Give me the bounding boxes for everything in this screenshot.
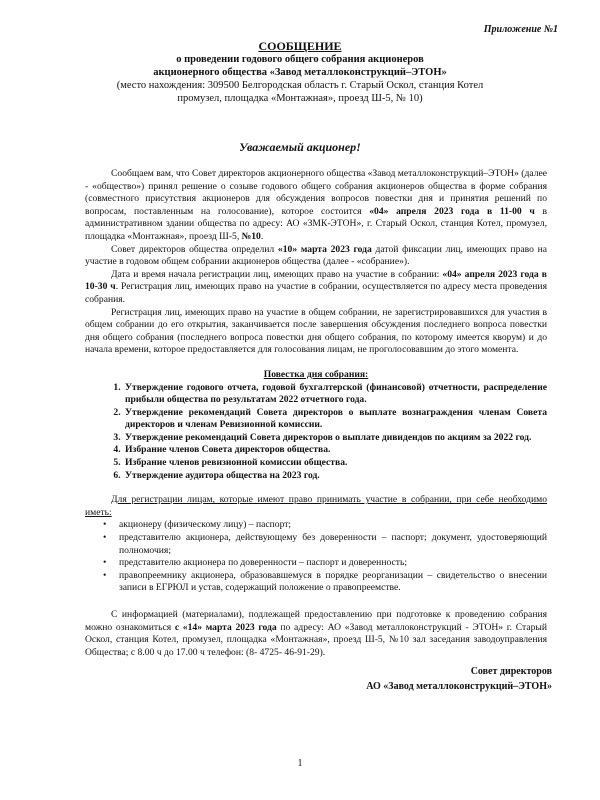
list-item [103,557,547,570]
paragraph-record-date [85,244,547,269]
paragraph-registration-time [85,269,547,307]
signature-line-2: АО «Завод металлоконструкций–ЭТОН» [366,681,552,692]
registration-intro [85,494,547,519]
address-number: №10 [241,230,261,242]
header-line-2: акционерного общества «Завод металлоконструкций–ЭТОН» [153,67,447,78]
text-span: Дата и время начала регистрации лиц, имеющих право на участие в собрании: [111,268,443,280]
materials-date: с «14» марта 2023 года [174,621,277,633]
text-span: Сообщаем вам, что Совет директоров акционерного общества «Завод металлоконструкций–ЭТОН» (далее - «общество») принял решение о созыве годового общего собрания акционеров общества в форме собрания (совместного присутствия акционеров для обсуждения вопросов повестки дня и принятия решений по вопросам, поставленным на голосование), которое состоится [85,168,547,217]
header-line-3: (место нахождения: 309500 Белгородская область г. Старый Оскол, станция Котел [116,80,484,91]
agenda-item: 5. Избрание членов ревизионной комиссии общества. [123,457,547,470]
text-span: Совет директоров общества определил [111,243,278,255]
list-item [103,519,547,532]
document-header [60,40,540,105]
agenda-item: 2. Утверждение рекомендаций Совета директоров о выплате вознаграждения членам Совета директоров и членам Ревизионной комиссии. [123,407,547,432]
registration-intro-text: Для регистрации лицам, которые имеют право принимать участие в собрании, при себе необходимо иметь: [85,494,547,518]
list-item [103,532,547,557]
page-number: 1 [297,758,303,769]
bullet-icon: • [103,519,107,531]
record-date: «10» марта 2023 года [277,243,372,255]
text-span: датой фиксации лиц, имеющих право на участие в годовом общем собрании акционеров общества (далее - «собрание»). [85,243,547,268]
registration-date: «04» апреля 2023 года в 10-30 ч [85,268,547,293]
paragraph-materials-info [85,609,547,659]
registration-documents-list [85,519,547,595]
appendix-label: Приложение №1 [483,24,558,35]
paragraph-registration-rules: Регистрация лиц, имеющих право на участие в общем собрании, не зарегистрировавшихся для участия в общем собрании до его открытия, заканчивается после завершения обсуждения последнего вопроса повестки дня общего собрания (последнего вопроса повестки дня общего собрания, по которому имеется кворум) и до начала времени, которое предоставляется для голосования лицам, не проголосовавшим до этого момента. [85,306,547,356]
meeting-date: «04» апреля 2023 года в 11-00 ч [369,205,535,217]
header-line-4: промузел, площадка «Монтажная», проезд Ш-5, № 10) [177,93,423,104]
list-item-text: представителю акционера, действующему без доверенности – паспорт; документ, удостоверяющий полномочия; [119,532,547,556]
bullet-icon: • [103,557,107,569]
header-line-1: о проведении годового общего собрания акционеров [176,54,424,65]
agenda-item: 4. Избрание членов Совета директоров общества. [123,444,547,457]
salutation: Уважаемый акционер! [239,140,361,154]
text-span: по адресу: АО «Завод металлоконструкций - ЭТОН» г. Старый Оскол, станция Котел, промузел, площадка «Монтажная», проезд Ш-5, №10 зал заседания заводоуправления Общества; с 8.00 ч до 17.00 ч телефон: (8- 4725- 46-91-29). [85,621,547,658]
list-item-text: представителю акционера по доверенности – паспорт и доверенность; [119,557,407,569]
agenda-item: 1. Утверждение годового отчета, годовой бухгалтерской (финансовой) отчетности, распределение прибыли общества по результатам 2022 отчетного года. [123,382,547,407]
bullet-icon: • [103,532,107,544]
document-body [85,168,547,659]
list-item [103,569,547,595]
signature-block [366,664,552,694]
list-item-text: правопреемнику акционера, образовавшемуся в порядке реорганизации – свидетельство о внесении записи в ЕГРЮЛ и устав, содержащий положение о правопреемстве. [119,569,547,594]
bullet-icon: • [103,569,107,581]
agenda-item: 3. Утверждение рекомендаций Совета директоров о выплате дивидендов по акциям за 2022 год. [123,432,547,445]
list-item-text: акционеру (физическому лицу) – паспорт; [119,519,292,531]
text-span: . [260,230,264,242]
agenda-list [85,382,547,483]
signature-line-1: Совет директоров [470,666,552,677]
text-span: . Регистрация лиц, имеющих право на участие в собрании, осуществляется по адресу места проведения собрания. [85,281,547,305]
text-span: С информацией (материалами), подлежащей предоставлению при подготовке к проведению собрания можно ознакомиться [85,609,547,633]
agenda-item: 6. Утверждение аудитора общества на 2023 год. [123,470,547,483]
agenda-title: Повестка дня собрания: [263,368,369,380]
paragraph-meeting-announcement [85,168,547,244]
text-span: в административном здании общества по адресу: АО «ЗМК-ЭТОН», г. Старый Оскол, станция Котел, промузел, площадка «Монтажная», проезд Ш-5, [85,205,547,242]
document-title: СООБЩЕНИЕ [258,39,342,53]
